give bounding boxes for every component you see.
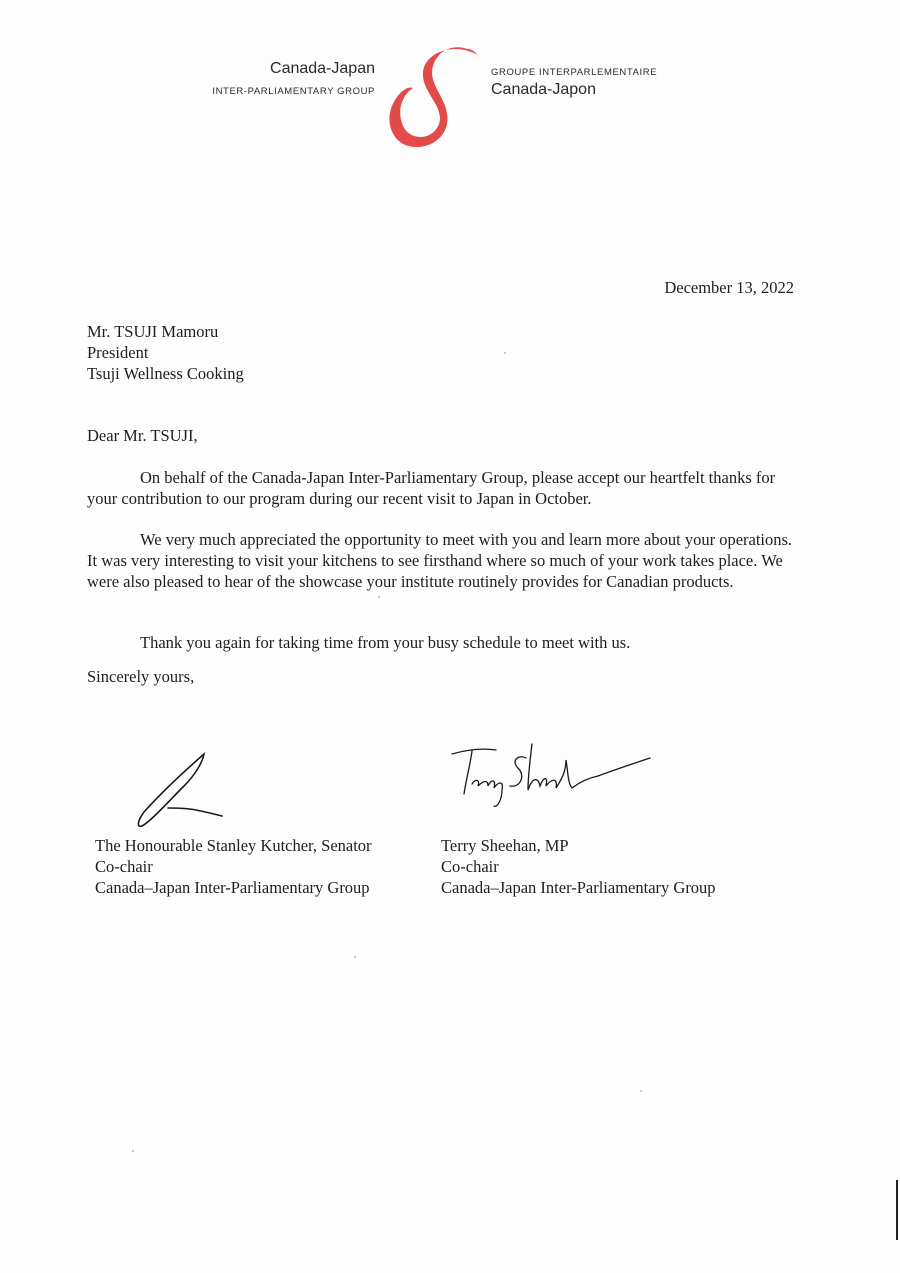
- recipient-organization: Tsuji Wellness Cooking: [87, 364, 244, 383]
- salutation: Dear Mr. TSUJI,: [87, 426, 198, 445]
- scan-edge-mark: [896, 1180, 898, 1240]
- scan-speck: [378, 596, 380, 598]
- signer-right-group: Canada–Japan Inter-Parliamentary Group: [441, 878, 716, 897]
- recipient-title: President: [87, 343, 149, 362]
- letter-date: December 13, 2022: [664, 278, 794, 297]
- body-paragraph-2: We very much appreciated the opportunity to meet with you and learn more about your operations. It was very interesting to visit your kitchens to see firsthand where so much of your work takes place. We were also pleased to hear of the showcase your institute routinely provides for Canadian products.: [87, 530, 793, 591]
- signer-right-role: Co-chair: [441, 857, 499, 876]
- scan-speck: [132, 1150, 134, 1152]
- letterhead-left-title: Canada-Japan: [270, 60, 375, 77]
- stylized-red-s-logo-icon: [381, 44, 485, 154]
- scan-speck: [504, 352, 506, 354]
- recipient-block: [87, 321, 244, 384]
- signer-right: [441, 835, 716, 898]
- handwritten-signature-icon: [128, 750, 228, 830]
- signer-left: [95, 835, 372, 898]
- signer-right-name: Terry Sheehan, MP: [441, 836, 569, 855]
- recipient-name: Mr. TSUJI Mamoru: [87, 322, 219, 341]
- signer-left-role: Co-chair: [95, 857, 153, 876]
- scan-speck: [354, 956, 356, 958]
- scan-speck: [640, 1090, 642, 1092]
- body-paragraph-3: Thank you again for taking time from your busy schedule to meet with us.: [140, 633, 631, 652]
- letterhead-right-subtitle: GROUPE INTERPARLEMENTAIRE: [491, 67, 658, 78]
- letterhead-right-title: Canada-Japon: [491, 81, 596, 98]
- closing: Sincerely yours,: [87, 667, 195, 686]
- signer-left-group: Canada–Japan Inter-Parliamentary Group: [95, 878, 370, 897]
- letterhead-left-subtitle: INTER-PARLIAMENTARY GROUP: [212, 86, 375, 97]
- signer-left-name: The Honourable Stanley Kutcher, Senator: [95, 836, 372, 855]
- handwritten-signature-icon: [448, 738, 653, 810]
- body-paragraph-1: On behalf of the Canada-Japan Inter-Parliamentary Group, please accept our heartfelt thanks for your contribution to our program during our recent visit to Japan in October.: [87, 468, 776, 508]
